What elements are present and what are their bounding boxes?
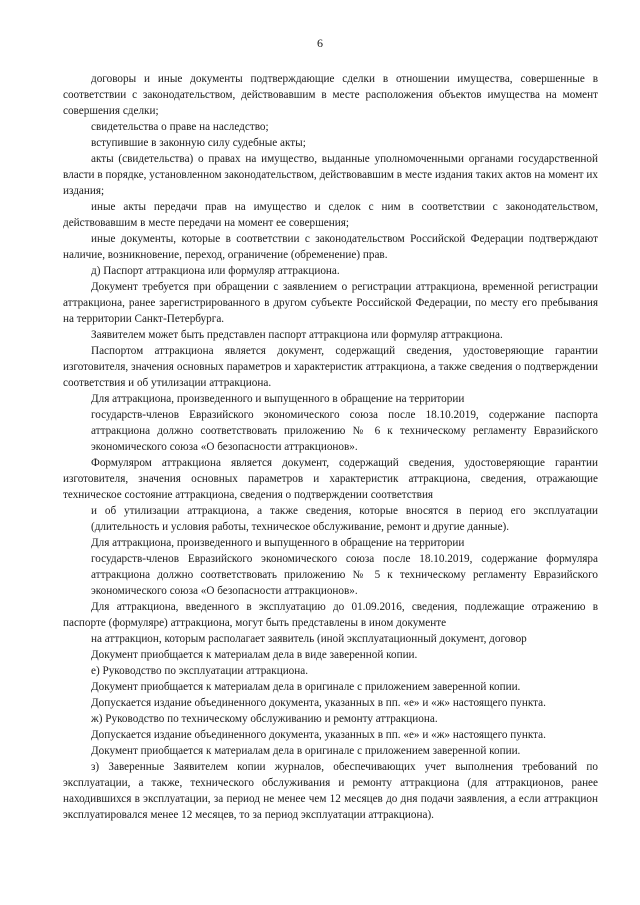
paragraph: акты (свидетельства) о правах на имущество, выданные уполномоченными органами государственной власти в порядке, установленном законодательством, действовавшим в месте издания таких актов на момент их издания; [63, 153, 598, 197]
paragraph: на аттракцион, которым располагает заявитель (иной эксплуатационный документ, договор [91, 633, 527, 645]
paragraph: Допускается издание объединенного документа, указанных в пп. «е» и «ж» настоящего пункта. [91, 729, 546, 741]
paragraph: Паспортом аттракциона является документ, содержащий сведения, удостоверяющие гарантии изготовителя, значения основных параметров и характеристик аттракциона, а также сведения о подтверждении соответствия и об утилизации аттракциона. [63, 345, 598, 389]
paragraph: Для аттракциона, произведенного и выпущенного в обращение на территории [91, 393, 465, 405]
paragraph: ж) Руководство по техническому обслуживанию и ремонту аттракциона. [91, 713, 438, 725]
paragraph: Документ приобщается к материалам дела в оригинале с приложением заверенной копии. [91, 681, 521, 693]
paragraph: Документ требуется при обращении с заявлением о регистрации аттракциона, временной регистрации аттракциона, ранее зарегистрированного в другом субъекте Российской Федерации, по месту его пребывания на территории Санкт-Петербурга. [63, 281, 598, 325]
paragraph: Формуляром аттракциона является документ, содержащий сведения, удостоверяющие гарантии изготовителя, значения основных параметров и характеристик аттракциона, сведения, отражающие техническое состояние аттракциона, сведения о подтверждении соответствия [63, 457, 598, 501]
document-body [63, 71, 598, 823]
paragraph: договоры и иные документы подтверждающие сделки в отношении имущества, совершенные в соответствии с законодательством, действовавшим в месте расположения объектов имущества на момент совершения сделки; [63, 73, 598, 117]
paragraph: з) Заверенные Заявителем копии журналов, обеспечивающих учет выполнения требований по эксплуатации, а также, технического обслуживания и ремонту аттракциона (для аттракционов, ранее находившихся в эксплуатации, за период не менее чем 12 месяцев до дня подачи заявления, а если аттракцион эксплуатировался менее 12 месяцев, то за период эксплуатации аттракциона). [63, 761, 598, 821]
paragraph: Документ приобщается к материалам дела в виде заверенной копии. [91, 649, 418, 661]
paragraph: вступившие в законную силу судебные акты; [91, 137, 306, 149]
paragraph: Для аттракциона, произведенного и выпущенного в обращение на территории [91, 537, 465, 549]
paragraph: государств-членов Евразийского экономического союза после 18.10.2019, содержание формуляра аттракциона должно соответствовать приложению № 5 к техническому регламенту Евразийского экономического союза «О безопасности аттракционов». [91, 553, 598, 597]
paragraph: д) Паспорт аттракциона или формуляр аттракциона. [91, 265, 340, 277]
paragraph: е) Руководство по эксплуатации аттракциона. [91, 665, 309, 677]
paragraph: Заявителем может быть представлен паспорт аттракциона или формуляр аттракциона. [91, 329, 503, 341]
page-number: 6 [317, 36, 323, 50]
paragraph: иные документы, которые в соответствии с законодательством Российской Федерации подтверждают наличие, возникновение, переход, ограничение (обременение) прав. [63, 233, 598, 261]
paragraph: свидетельства о праве на наследство; [91, 121, 269, 133]
paragraph: государств-членов Евразийского экономического союза после 18.10.2019, содержание паспорта аттракциона должно соответствовать приложению № 6 к техническому регламенту Евразийского экономического союза «О безопасности аттракционов». [91, 409, 598, 453]
paragraph: Документ приобщается к материалам дела в оригинале с приложением заверенной копии. [91, 745, 521, 757]
paragraph: иные акты передачи прав на имущество и сделок с ним в соответствии с законодательством, действовавшим в месте передачи на момент ее совершения; [63, 201, 598, 229]
paragraph: Допускается издание объединенного документа, указанных в пп. «е» и «ж» настоящего пункта. [91, 697, 546, 709]
paragraph: и об утилизации аттракциона, а также сведения, которые вносятся в период его эксплуатации (длительность и условия работы, техническое обслуживание, ремонт и другие данные). [91, 505, 598, 533]
paragraph: Для аттракциона, введенного в эксплуатацию до 01.09.2016, сведения, подлежащие отражению в паспорте (формуляре) аттракциона, могут быть представлены в ином документе [63, 601, 598, 629]
